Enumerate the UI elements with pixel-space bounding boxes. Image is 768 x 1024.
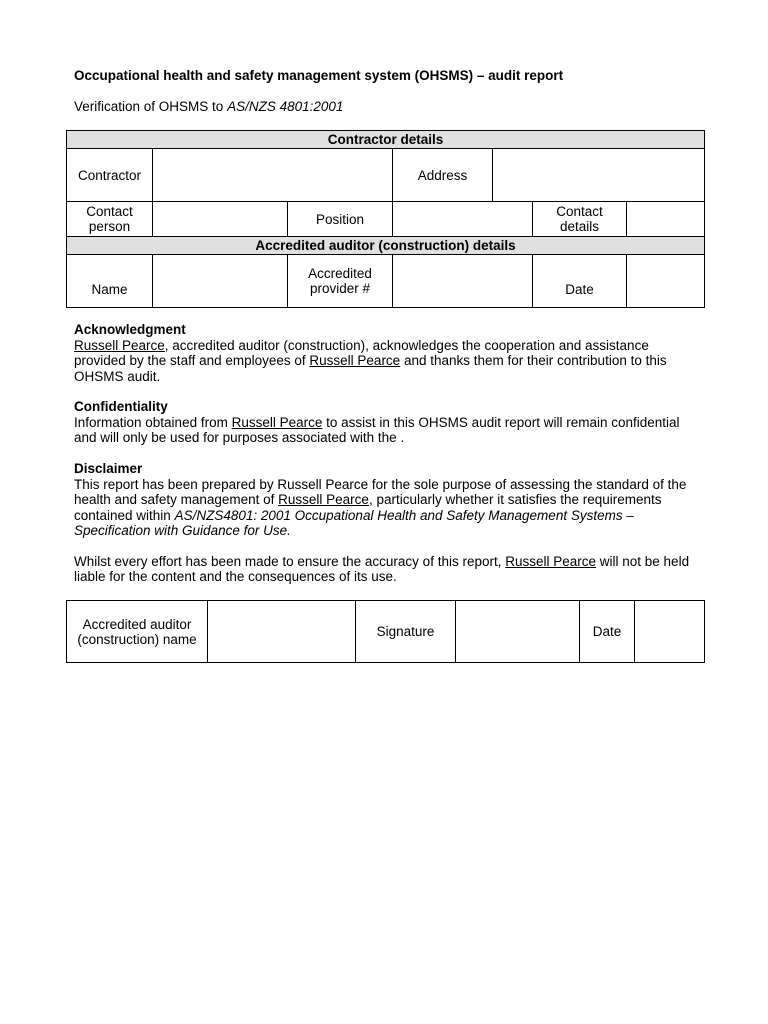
acknowledgment-section <box>74 322 704 384</box>
accredited-provider-value-cell[interactable] <box>393 255 533 308</box>
signoff-date-label: Date <box>580 601 635 663</box>
accredited-provider-label: Accredited provider # <box>288 255 393 308</box>
address-value-cell[interactable] <box>493 149 705 202</box>
auditor-date-label: Date <box>533 255 627 308</box>
signoff-table <box>66 600 705 663</box>
confidentiality-section <box>74 399 704 446</box>
auditor-name-value-cell[interactable] <box>153 255 288 308</box>
contact-person-value-cell[interactable] <box>153 202 288 237</box>
auditor-name-label: Name <box>67 255 153 308</box>
signature-label: Signature <box>356 601 456 663</box>
confidentiality-text-part: to assist in this OHSMS audit report will remain confidential and will only be used for purposes associated with the . <box>74 414 680 445</box>
contractor-name-link: Russell Pearce <box>278 492 369 507</box>
liability-text-part: Whilst every effort has been made to ensure the accuracy of this report, <box>74 553 506 569</box>
standard-reference: AS/NZS4801: 2001 Occupational Health and Safety Management Systems – Specification with Guidance for Use. <box>74 507 634 538</box>
acknowledgment-text <box>74 338 704 385</box>
contractor-details-table <box>66 130 705 308</box>
acknowledgment-text-part: , accredited auditor (construction), acknowledges the cooperation and assistance provided by the staff and employees of <box>74 337 649 368</box>
signoff-date-value-cell[interactable] <box>635 601 705 663</box>
position-value-cell[interactable] <box>393 202 533 237</box>
liability-text <box>74 554 704 585</box>
auditor-details-header: Accredited auditor (construction) details <box>67 237 705 255</box>
contractor-value-cell[interactable] <box>153 149 393 202</box>
contact-person-label: Contact person <box>67 202 153 237</box>
subtitle-prefix: Verification of OHSMS to <box>74 99 228 114</box>
disclaimer-heading: Disclaimer <box>74 461 143 476</box>
auditor-construction-name-value-cell[interactable] <box>208 601 356 663</box>
disclaimer-text <box>74 477 704 539</box>
disclaimer-section <box>74 461 704 585</box>
contractor-name-link: Russell Pearce <box>505 553 597 569</box>
signature-value-cell[interactable] <box>456 601 580 663</box>
address-label: Address <box>393 149 493 202</box>
confidentiality-heading: Confidentiality <box>74 399 168 414</box>
acknowledgment-text-part: and thanks them for their contribution to this OHSMS audit. <box>74 353 667 384</box>
subtitle-standard: AS/NZS 4801:2001 <box>227 99 344 114</box>
contractor-name-link: Russell Pearce <box>309 353 401 368</box>
auditor-name-link: Russell Pearce <box>74 337 165 353</box>
auditor-construction-name-label: Accredited auditor (construction) name <box>67 601 208 663</box>
disclaimer-text-part: , particularly whether it satisfies the requirements contained within <box>74 492 662 523</box>
disclaimer-text-part: This report has been prepared by Russell Pearce for the sole purpose of assessing the standard of the health and safety management of <box>74 476 687 507</box>
page-subtitle <box>74 99 343 114</box>
auditor-date-value-cell[interactable] <box>627 255 705 308</box>
contractor-details-header: Contractor details <box>67 131 705 149</box>
contractor-name-link: Russell Pearce <box>231 414 323 430</box>
confidentiality-text-part: Information obtained from <box>74 414 232 430</box>
liability-text-part: will not be held liable for the content and the consequences of its use. <box>74 553 690 584</box>
page-title: Occupational health and safety management system (OHSMS) – audit report <box>74 68 564 83</box>
contractor-label: Contractor <box>67 149 153 202</box>
contact-details-value-cell[interactable] <box>627 202 705 237</box>
acknowledgment-heading: Acknowledgment <box>74 322 186 337</box>
position-label: Position <box>288 202 393 237</box>
contact-details-label: Contact details <box>533 202 627 237</box>
confidentiality-text <box>74 415 704 446</box>
